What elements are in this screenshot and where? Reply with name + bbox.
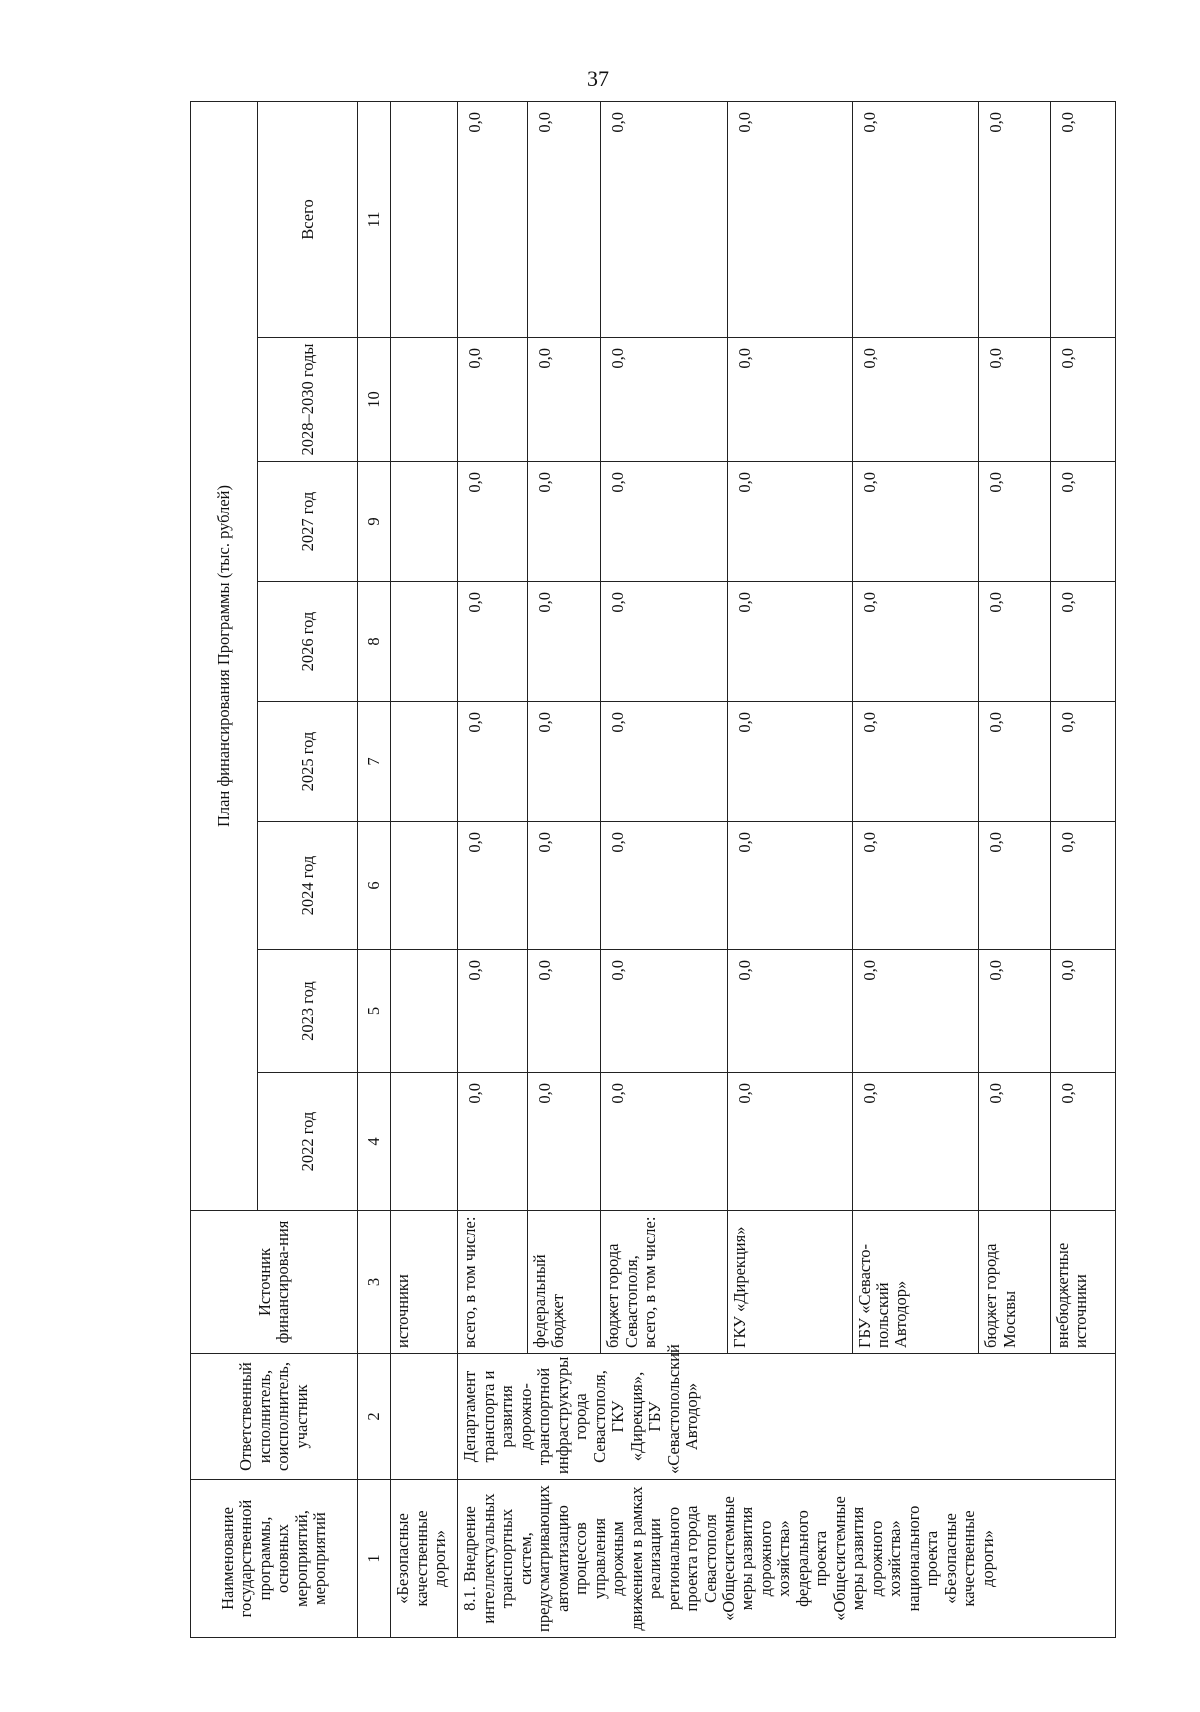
value-cell: 0,0 [601, 822, 728, 950]
column-number: 2 [358, 1354, 391, 1480]
source-cell: внебюджетные источники [1050, 1211, 1115, 1354]
value-cell: 0,0 [601, 462, 728, 582]
header-year: 2027 год [258, 462, 358, 582]
value-cell: 0,0 [458, 1073, 527, 1211]
header-source: Источник финансирова-ния [191, 1211, 358, 1354]
source-cell: бюджет города Севастополя, всего, в том числе: [601, 1211, 728, 1354]
value-cell: 0,0 [527, 822, 601, 950]
header-plan: План финансирования Программы (тыс. рублей) [191, 101, 258, 1210]
value-cell: 0,0 [727, 462, 852, 582]
value-cell: 0,0 [458, 950, 527, 1073]
value-cell: 0,0 [852, 582, 979, 702]
column-number: 1 [358, 1480, 391, 1638]
value-cell: 0,0 [601, 338, 728, 462]
column-number: 4 [358, 1073, 391, 1211]
value-cell: 0,0 [458, 101, 527, 337]
value-cell: 0,0 [979, 338, 1050, 462]
value-cell: 0,0 [1050, 702, 1115, 822]
value-cell: 0,0 [458, 462, 527, 582]
value-cell: 0,0 [979, 950, 1050, 1073]
column-number: 7 [358, 702, 391, 822]
value-cell: 0,0 [1050, 822, 1115, 950]
header-year: 2026 год [258, 582, 358, 702]
header-year: 2025 год [258, 702, 358, 822]
value-cell: 0,0 [979, 462, 1050, 582]
value-cell: 0,0 [527, 101, 601, 337]
header-year: 2024 год [258, 822, 358, 950]
value-cell: 0,0 [727, 338, 852, 462]
intro-source: источники [391, 1211, 458, 1354]
value-cell: 0,0 [458, 582, 527, 702]
activity-name: 8.1. Внедрение интеллектуальных транспортных систем, предусматривающих автоматизацию процессов управления дорожным движением в рамках реализации регионального проекта города Севастополя «Общесистемные меры развития дорожного хозяйства» федерального проекта «Общесистемные меры развития дорожного хозяйства» национального проекта «Безопасные качественные дороги» [458, 1480, 1116, 1638]
value-cell: 0,0 [1050, 1073, 1115, 1211]
value-cell: 0,0 [1050, 950, 1115, 1073]
value-cell: 0,0 [1050, 582, 1115, 702]
value-cell: 0,0 [601, 1073, 728, 1211]
intro-executor [391, 1354, 458, 1480]
value-cell: 0,0 [527, 1073, 601, 1211]
value-cell: 0,0 [458, 338, 527, 462]
source-cell: федеральный бюджет [527, 1211, 601, 1354]
value-cell: 0,0 [852, 1073, 979, 1211]
value-cell: 0,0 [527, 950, 601, 1073]
column-number: 3 [358, 1211, 391, 1354]
financing-table [190, 101, 1116, 1638]
page-number: 37 [587, 66, 609, 91]
header-year: 2023 год [258, 950, 358, 1073]
value-cell: 0,0 [458, 822, 527, 950]
value-cell: 0,0 [601, 582, 728, 702]
value-cell: 0,0 [852, 950, 979, 1073]
column-number: 11 [358, 101, 391, 337]
value-cell: 0,0 [852, 702, 979, 822]
source-cell: бюджет города Москвы [979, 1211, 1050, 1354]
value-cell: 0,0 [852, 338, 979, 462]
value-cell: 0,0 [1050, 462, 1115, 582]
value-cell: 0,0 [979, 101, 1050, 337]
value-cell: 0,0 [727, 582, 852, 702]
value-cell: 0,0 [852, 101, 979, 337]
value-cell: 0,0 [527, 702, 601, 822]
value-cell: 0,0 [1050, 338, 1115, 462]
value-cell: 0,0 [852, 822, 979, 950]
value-cell: 0,0 [601, 950, 728, 1073]
value-cell: 0,0 [527, 338, 601, 462]
value-cell: 0,0 [1050, 101, 1115, 337]
value-cell: 0,0 [727, 950, 852, 1073]
source-cell: всего, в том числе: [458, 1211, 527, 1354]
value-cell: 0,0 [727, 101, 852, 337]
value-cell: 0,0 [727, 822, 852, 950]
value-cell: 0,0 [601, 101, 728, 337]
column-number: 8 [358, 582, 391, 702]
column-number: 6 [358, 822, 391, 950]
column-number: 5 [358, 950, 391, 1073]
header-executor: Ответственный исполнитель, соисполнитель, участник [191, 1354, 358, 1480]
column-number: 9 [358, 462, 391, 582]
value-cell: 0,0 [727, 702, 852, 822]
value-cell: 0,0 [979, 702, 1050, 822]
header-year: 2028–2030 годы [258, 338, 358, 462]
value-cell: 0,0 [527, 582, 601, 702]
value-cell: 0,0 [979, 1073, 1050, 1211]
value-cell: 0,0 [527, 462, 601, 582]
value-cell: 0,0 [979, 822, 1050, 950]
value-cell: 0,0 [979, 582, 1050, 702]
value-cell: 0,0 [601, 702, 728, 822]
source-cell: ГБУ «Севасто-польский Автодор» [852, 1211, 979, 1354]
activity-executor: Департамент транспорта и развития дорожно-транспортной инфраструктуры города Севастополя, ГКУ «Дирекция», ГБУ «Севастопольский Автодор» [458, 1354, 1116, 1480]
value-cell: 0,0 [727, 1073, 852, 1211]
value-cell: 0,0 [852, 462, 979, 582]
intro-name: «Безопасные качественные дороги» [391, 1480, 458, 1638]
header-year: Всего [258, 101, 358, 337]
value-cell: 0,0 [458, 702, 527, 822]
header-name: Наименование государственной программы, основных мероприятий, мероприятий [191, 1480, 358, 1638]
rotated-table-container [190, 102, 1116, 1638]
source-cell: ГКУ «Дирекция» [727, 1211, 852, 1354]
column-number: 10 [358, 338, 391, 462]
header-year: 2022 год [258, 1073, 358, 1211]
